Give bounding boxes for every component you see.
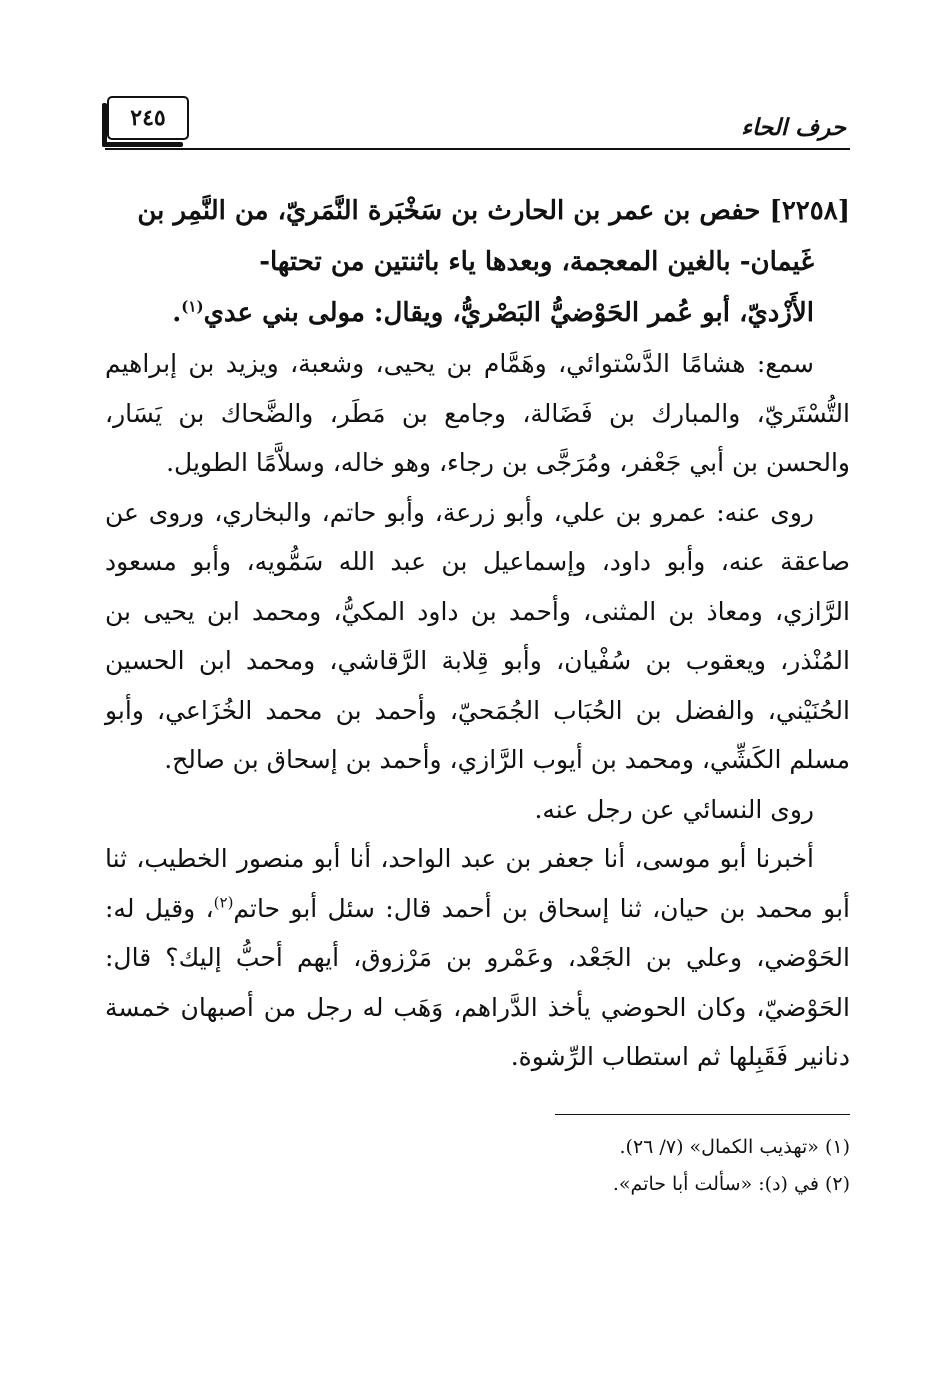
chapter-title: حرف الحاء <box>741 114 846 141</box>
paragraph-nasai: روى النسائي عن رجل عنه. <box>534 794 814 824</box>
entry-heading <box>105 186 850 339</box>
book-page <box>105 90 850 1203</box>
running-header <box>105 90 850 150</box>
footnote-2: (٢) في (د): «سألت أبا حاتم». <box>612 1172 850 1195</box>
entry-number: [٢٢٥٨] <box>769 196 850 226</box>
entry-heading-line-2: غَيمان- بالغين المعجمة، وبعدها ياء باثنتين من تحتها- <box>259 247 814 277</box>
footnote-1: (١) «تهذيب الكمال» (٧/ ٢٦). <box>619 1135 850 1158</box>
entry-heading-line-1: حفص بن عمر بن الحارث بن سَخْبَرة النَّمَريّ، من النَّمِر بن <box>137 196 770 226</box>
footnotes <box>105 1129 850 1203</box>
paragraph-students: روى عنه: عمرو بن علي، وأبو زرعة، وأبو حاتم، والبخاري، وروى عن صاعقة عنه، وأبو داود، وإسماعيل بن عبد الله سَمُّويه، وأبو مسعود الرَّازي، ومعاذ بن المثنى، وأحمد بن داود المكيُّ، ومحمد ابن يحيى بن المُنْذر، ويعقوب بن سُفْيان، وأبو قِلابة الرَّقاشي، ومحمد ابن الحسين الحُنَيْني، والفضل بن الحُبَاب الجُمَحيّ، وأحمد بن محمد الخُزَاعي، وأبو مسلم الكَشِّي، ومحمد بن أيوب الرَّازي، وأحمد بن إسحاق بن صالح. <box>105 497 850 774</box>
entry-heading-line-3-text: الأَزْديّ، أبو عُمر الحَوْضيُّ البَصْريُّ، ويقال: مولى بني عدي <box>203 298 814 328</box>
page-number: ٢٤٥ <box>130 105 166 131</box>
entry-heading-line-3 <box>105 288 850 339</box>
paragraph-narration <box>105 834 850 1082</box>
footnote-separator <box>555 1114 850 1115</box>
page-number-box <box>107 96 189 140</box>
narration-part-b: ، وقيل له: الحَوْضي، وعلي بن الجَعْد، وعَمْرو بن مَرْزوق، أيهم أحبُّ إليك؟ قال: الحَوْضيّ، وكان الحوضي يأخذ الدَّراهم، وَهَب له رجل من أصبهان خمسة دنانير فَقَبِلها ثم استطاب الرِّشوة. <box>105 893 850 1071</box>
footnote-ref-1: (١) <box>181 297 204 316</box>
footnote-ref-2: (٢) <box>213 893 234 912</box>
entry-heading-line-3-end: . <box>172 298 182 328</box>
paragraph-teachers: سمع: هشامًا الدَّسْتوائي، وهَمَّام بن يحيى، وشعبة، ويزيد بن إبراهيم التُّسْتَريّ، والمبارك بن فَضَالة، وجامع بن مَطَر، والضَّحاك بن يَسَار، والحسن بن أبي جَعْفر، ومُرَجَّى بن رجاء، وهو خاله، وسلاَّمًا الطويل. <box>105 349 850 477</box>
narration-part-a: أخبرنا أبو موسى، أنا جعفر بن عبد الواحد، أنا أبو منصور الخطيب، ثنا أبو محمد بن حيان، ثنا إسحاق بن أحمد قال: سئل أبو حاتم <box>105 844 850 923</box>
